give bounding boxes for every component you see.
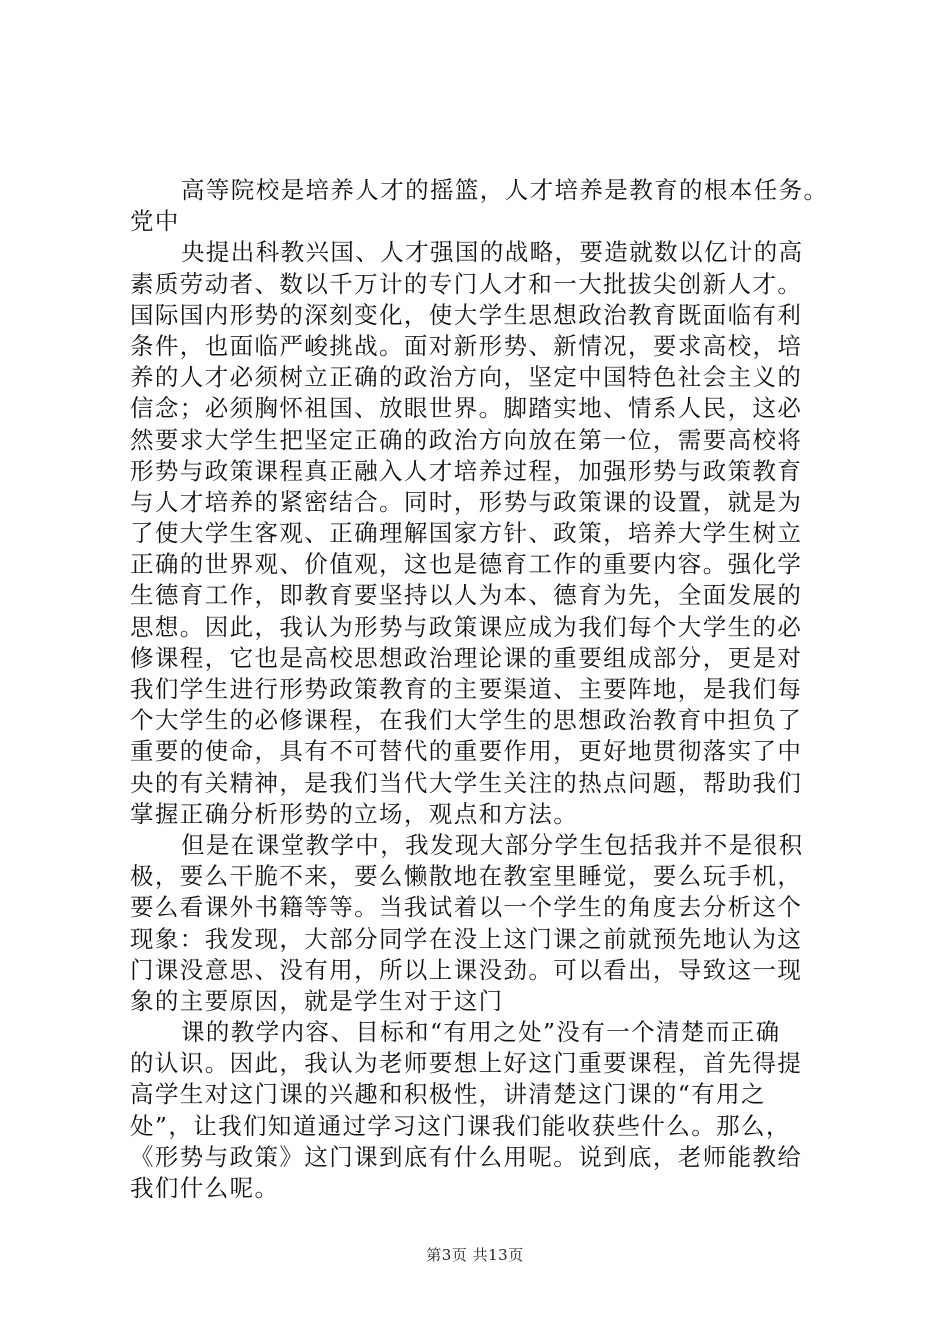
text-line: 处”，让我们知道通过学习这门课我们能收获些什么。那么， (130, 1111, 791, 1140)
text-line: 象的主要原因，就是学生对于这门 (130, 986, 504, 1015)
body-text (130, 175, 845, 1204)
text-line: 高学生对这门课的兴趣和积极性，讲清楚这门课的“有用之 (130, 1080, 766, 1109)
text-line: 门课没意思、没有用，所以上课没劲。可以看出，导致这一现 (130, 955, 803, 984)
text-line: 修课程，它也是高校思想政治理论课的重要组成部分，更是对 (130, 643, 803, 672)
text-line: 但是在课堂教学中，我发现大部分学生包括我并不是很积 (181, 830, 804, 859)
text-line: 了使大学生客观、正确理解国家方针、政策，培养大学生树立 (130, 519, 803, 548)
text-line: 重要的使命，具有不可替代的重要作用，更好地贯彻落实了中 (130, 737, 803, 766)
text-line: 生德育工作，即教育要坚持以人为本、德育为先，全面发展的 (130, 581, 803, 610)
text-line: 素质劳动者、数以千万计的专门人才和一大批拔尖创新人才。 (130, 269, 803, 298)
text-line: 形势与政策课程真正融入人才培养过程，加强形势与政策教育 (130, 456, 803, 485)
text-line: 《形势与政策》这门课到底有什么用呢。说到底，老师能教给 (130, 1142, 803, 1171)
text-line: 央的有关精神，是我们当代大学生关注的热点问题，帮助我们 (130, 768, 803, 797)
text-line: 央提出科教兴国、人才强国的战略，要造就数以亿计的高 (181, 238, 804, 267)
text-line: 要么看课外书籍等等。当我试着以一个学生的角度去分析这个 (130, 893, 803, 922)
text-line: 然要求大学生把坚定正确的政治方向放在第一位，需要高校将 (130, 425, 803, 454)
text-line: 正确的世界观、价值观，这也是德育工作的重要内容。强化学 (130, 550, 803, 579)
text-line: 思想。因此，我认为形势与政策课应成为我们每个大学生的必 (130, 612, 803, 641)
text-line: 我们什么呢。 (130, 1174, 280, 1202)
text-line: 现象：我发现，大部分同学在没上这门课之前就预先地认为这 (130, 924, 803, 953)
page-footer: 第3页 共13页 (426, 1246, 524, 1264)
text-line: 我们学生进行形势政策教育的主要渠道、主要阵地，是我们每 (130, 675, 803, 703)
text-line: 与人才培养的紧密结合。同时，形势与政策课的设置，就是为 (130, 487, 803, 516)
text-line: 个大学生的必修课程，在我们大学生的思想政治教育中担负了 (130, 706, 803, 735)
text-line: 的认识。因此，我认为老师要想上好这门重要课程，首先得提 (130, 1049, 803, 1078)
text-line: 国际国内形势的深刻变化，使大学生思想政治教育既面临有利 (130, 300, 803, 329)
text-line: 高等院校是培养人才的摇篮，人才培养是教育的根本任务。 (181, 176, 829, 204)
text-line: 条件，也面临严峻挑战。面对新形势、新情况，要求高校，培 (130, 331, 803, 360)
text-line: 课的教学内容、目标和“有用之处”没有一个清楚而正确 (181, 1018, 781, 1047)
text-line: 信念；必须胸怀祖国、放眼世界。脚踏实地、情系人民，这必 (130, 394, 803, 423)
text-line: 极，要么干脆不来，要么懒散地在教室里睡觉，要么玩手机， (130, 862, 803, 891)
text-line: 党中 (130, 207, 180, 236)
text-line: 掌握正确分析形势的立场，观点和方法。 (130, 799, 579, 828)
text-line: 养的人才必须树立正确的政治方向，坚定中国特色社会主义的 (130, 363, 803, 392)
